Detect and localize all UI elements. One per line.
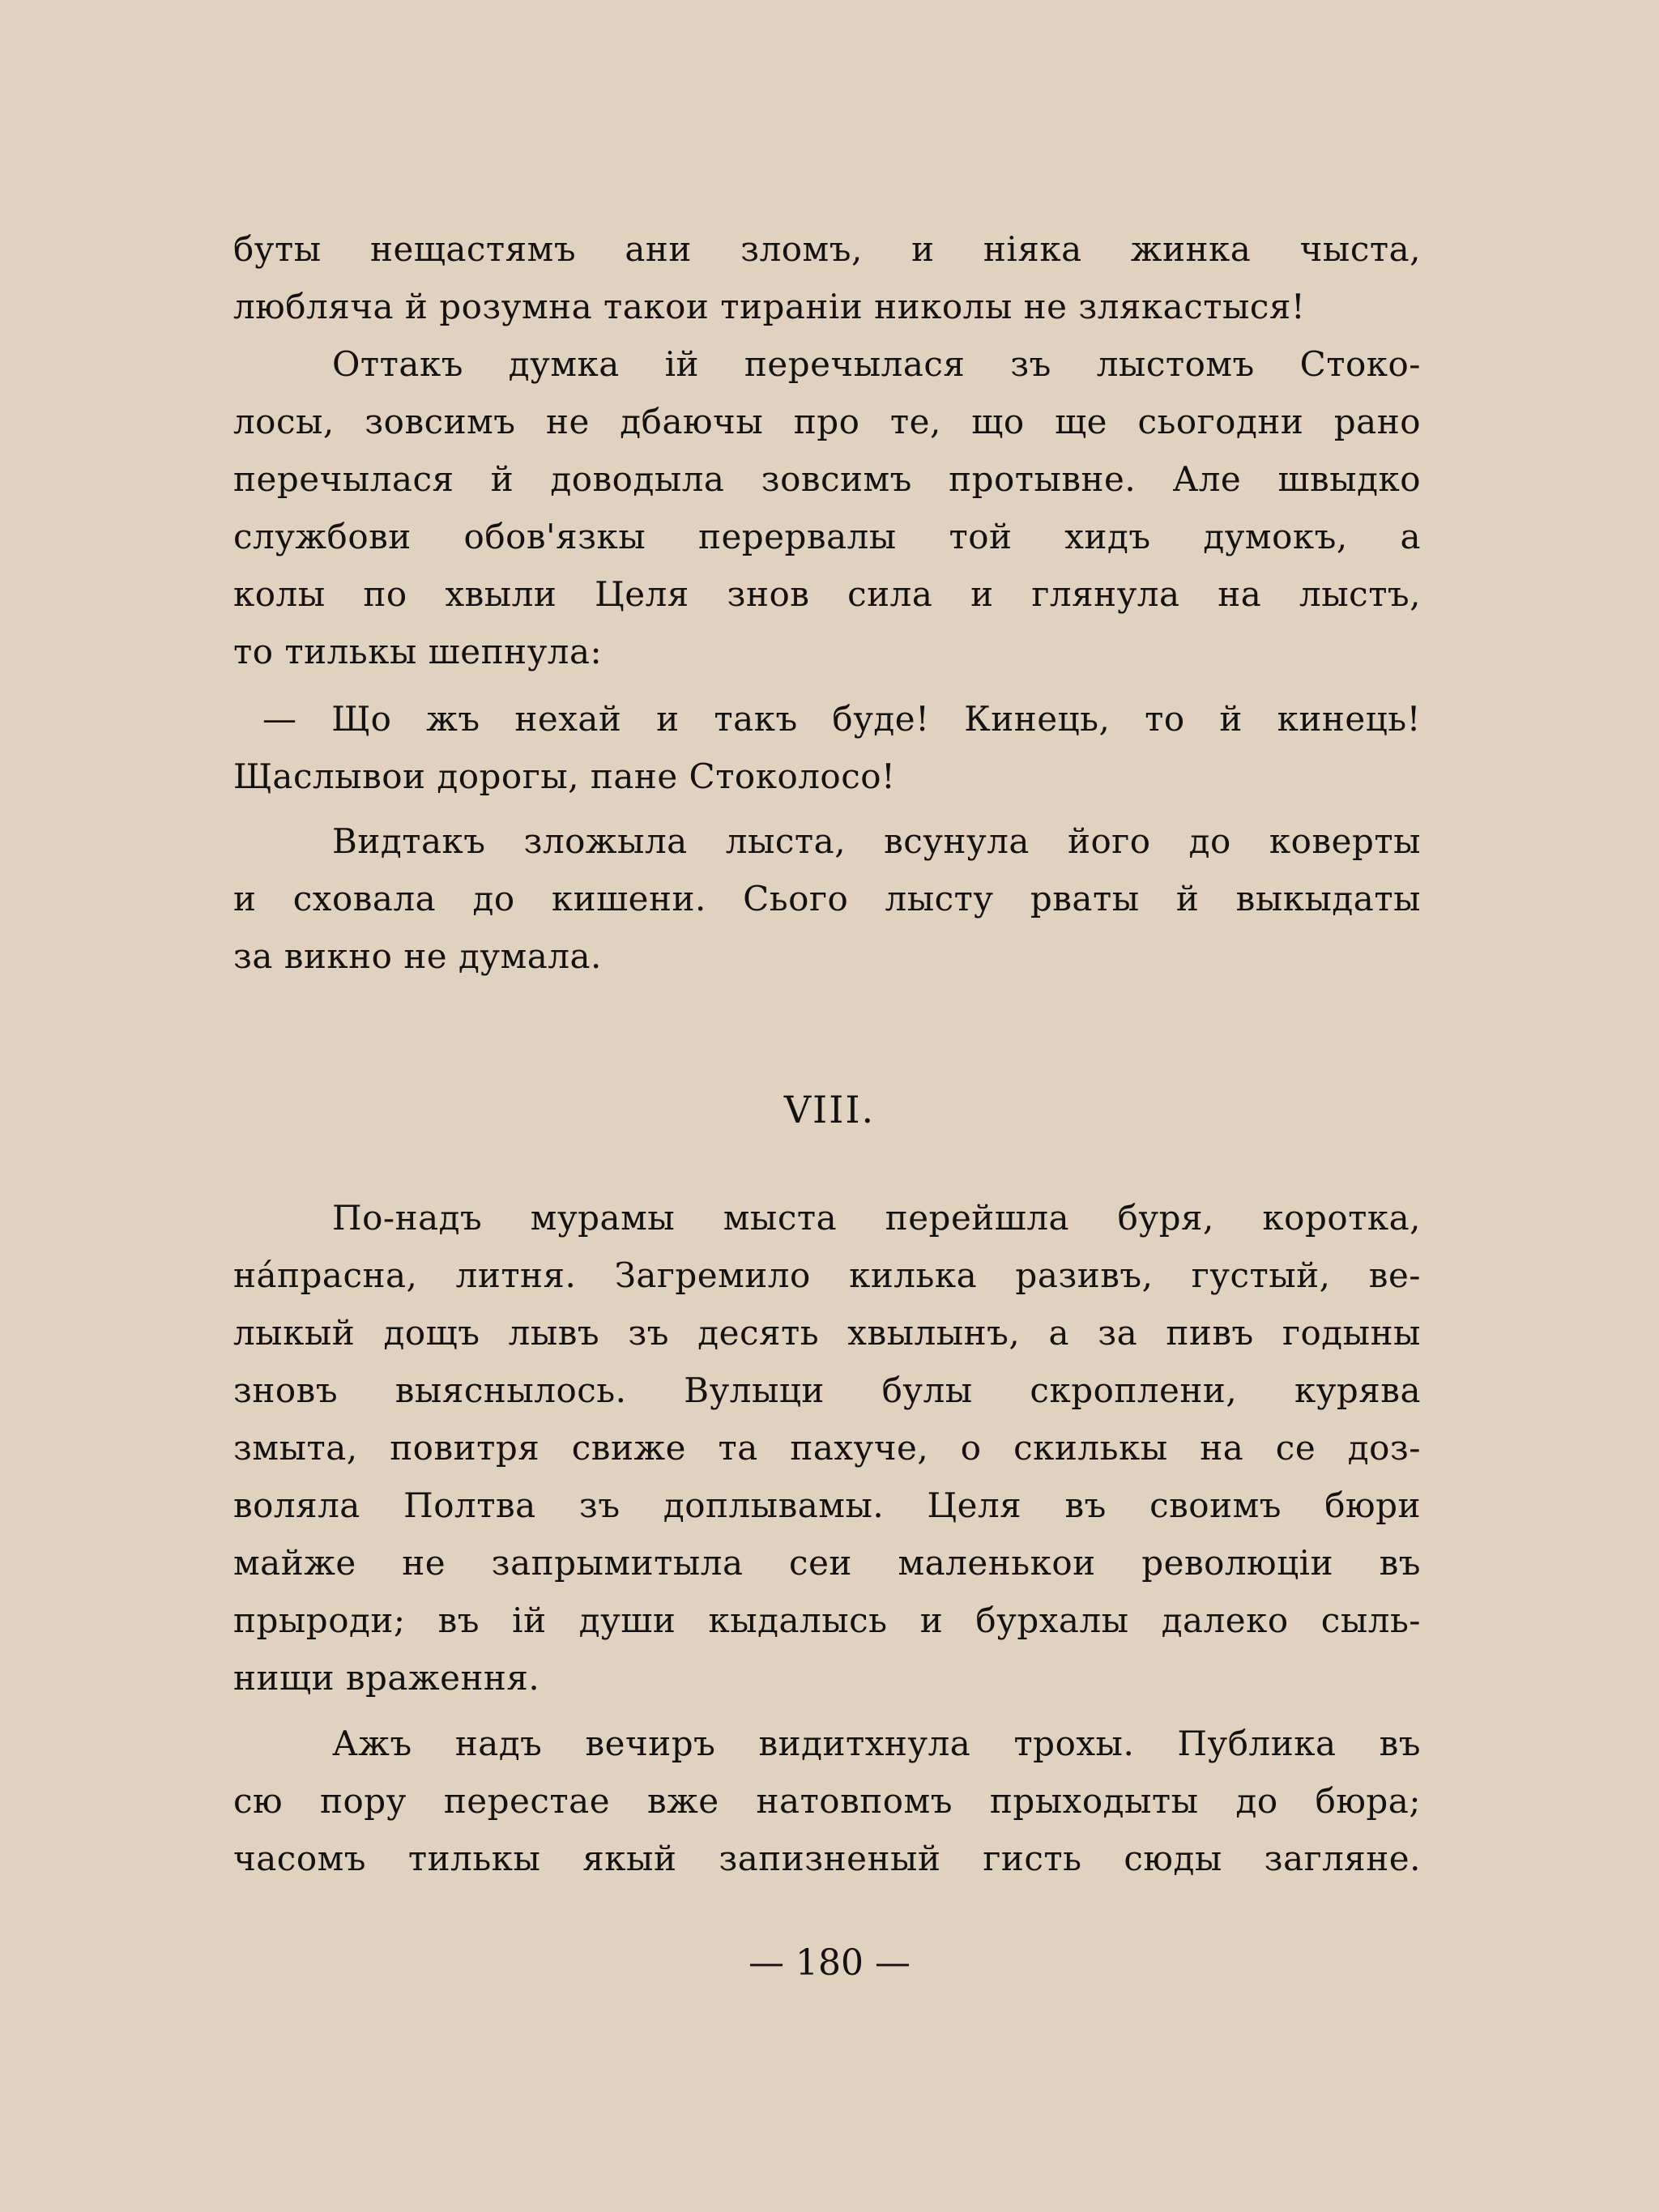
text-line: — Що жъ нехай и такъ буде! Кинець, то й кинець! [262, 699, 1421, 739]
text-line: службови обов'язкы перервалы той хидъ думокъ, а [233, 517, 1421, 556]
page-number: — 180 — [748, 1942, 911, 1984]
chapter-heading: VIII. [783, 1088, 876, 1132]
text-line: то тилькы шепнула: [233, 632, 603, 671]
text-line: По-надъ мурамы мыста перейшла буря, коротка, [332, 1198, 1421, 1238]
text-line: зновъ выяснылось. Вулыци булы скроплени, курява [233, 1370, 1421, 1410]
text-line: сю пору перестае вже натовпомъ прыходыты до бюра; [233, 1781, 1421, 1821]
paragraph-3 [233, 690, 1421, 805]
text-line: нáпрасна, литня. Загремило килька разивъ, густый, ве- [233, 1255, 1421, 1295]
paragraph-5 [233, 1189, 1421, 1707]
paragraph-1 [233, 220, 1421, 335]
text-line: змыта, повитря свиже та пахуче, о скилькы на се доз- [233, 1428, 1421, 1468]
text-line: Ажъ надъ вечиръ видитхнула трохы. Публика въ [332, 1724, 1421, 1763]
text-line: часомъ тилькы якый запизненый гисть сюды загляне. [233, 1839, 1421, 1878]
paragraph-6 [233, 1715, 1421, 1887]
text-line: воляла Полтва зъ доплывамы. Целя въ своимъ бюри [233, 1485, 1421, 1525]
paragraph-4 [233, 812, 1421, 985]
text-line: буты нещастямъ ани зломъ, и ніяка жинка чыста, [233, 229, 1421, 269]
text-line: перечылася й доводыла зовсимъ протывне. Але швыдко [233, 459, 1421, 499]
paragraph-2 [233, 335, 1421, 680]
text-line: Видтакъ зложыла лыста, всунула його до коверты [332, 821, 1421, 861]
text-line: лосы, зовсимъ не дбаючы про те, що ще сьогодни рано [233, 402, 1421, 441]
text-line: Оттакъ думка ій перечылася зъ лыстомъ Стоко- [332, 344, 1421, 384]
text-line: прыроди; въ ій души кыдалысь и бурхалы далеко сыль- [233, 1600, 1421, 1640]
text-line: лыкый дощъ лывъ зъ десять хвылынъ, а за пивъ годыны [233, 1313, 1421, 1353]
text-line: Щаслывои дорогы, пане Стоколосо! [233, 757, 896, 796]
text-line: за викно не думала. [233, 936, 602, 976]
text-line: колы по хвыли Целя знов сила и глянула на лыстъ, [233, 574, 1421, 614]
text-line: люблячa й розумна такои тираніи николы не злякастыся! [233, 287, 1306, 326]
text-line: нищи враження. [233, 1658, 540, 1698]
text-line: и сховала до кишени. Сього лысту рваты й выкыдаты [233, 879, 1421, 918]
text-line: майже не запрымитыла сеи маленькои революціи въ [233, 1543, 1421, 1583]
